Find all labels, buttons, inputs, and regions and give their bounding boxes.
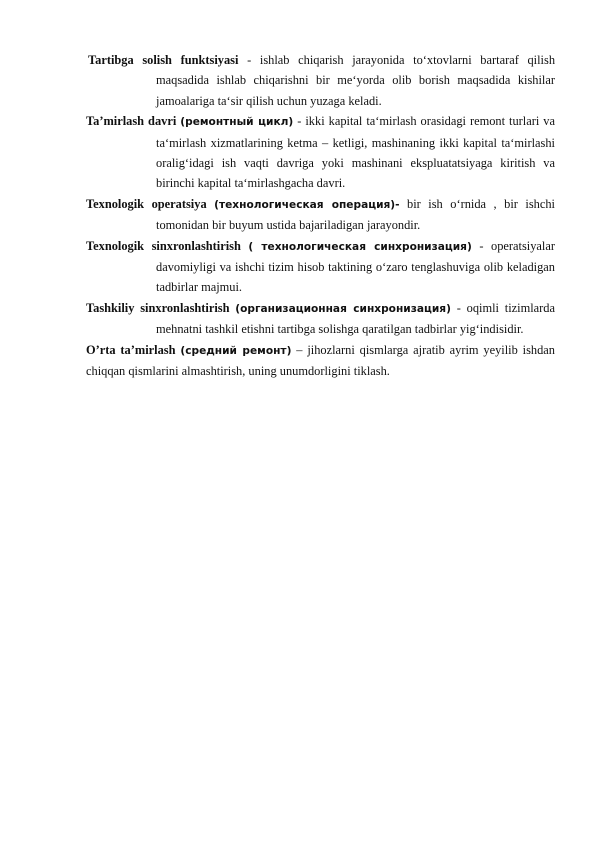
entry-definition: - operatsiyalar davomiyligi va ishchi tizim hisob taktining o‘zaro tenglashuviga olib keladigan tadbirlar majmui. <box>156 238 555 295</box>
entry-term: O’rta ta’mirlash <box>86 342 176 357</box>
entry-term: Texnologik sinxronlashtirish <box>86 238 241 253</box>
entry-term-russian: (организационная синхронизация) <box>235 302 451 315</box>
glossary-entry-medium-repair <box>86 340 555 382</box>
glossary-entry-technological-synchronization <box>86 236 555 298</box>
entry-term-russian: ( технологическая синхронизация) <box>248 240 472 253</box>
entry-term-russian: (технологическая операция)- <box>214 198 400 211</box>
entry-definition: - oqimli tizimlarda mehnatni tashkil etishni tartibga solishga qaratilgan tadbirlar yig‘indisidir. <box>156 300 555 337</box>
glossary-entry-repair-cycle <box>86 111 555 194</box>
document-page <box>86 50 555 382</box>
entry-term: Tashkiliy sinxronlashtirish <box>86 300 230 315</box>
entry-term: Ta’mirlash davri <box>86 114 177 129</box>
glossary-entry-regulation-function <box>86 50 555 111</box>
entry-definition: - ikki kapital ta‘mirlash orasidagi remont turlari va ta‘mirlash xizmatlarining ketma – ketligi, mashinaning ikki kapital ta‘mirlashi oralig‘idagi ish vaqti davriga yoki mashinani ekspluatatsiyaga kiritish va birinchi kapital ta‘mirlashgacha davri. <box>156 114 555 191</box>
glossary-entry-technological-operation <box>86 194 555 236</box>
entry-term-russian: (ремонтный цикл) <box>180 116 294 129</box>
entry-term: Tartibga solish funktsiyasi <box>88 53 239 67</box>
glossary-entry-organizational-synchronization <box>86 298 555 340</box>
entry-term: Texnologik operatsiya <box>86 196 207 211</box>
entry-definition: - ishlab chiqarish jarayonida to‘xtovlarni bartaraf qilish maqsadida ishlab chiqarishni bir me‘yorda olib borish maqsadida kishilar jamoalariga ta‘sir qilish uchun yuzaga keladi. <box>156 53 556 108</box>
entry-definition: bir ish o‘rnida , bir ishchi tomonidan bir buyum ustida bajariladigan jarayondir. <box>156 196 555 233</box>
entry-term-russian: (средний ремонт) <box>180 344 292 357</box>
entry-definition: – jihozlarni qismlarga ajratib ayrim yeyilib ishdan chiqqan qismlarini almashtirish, uning unumdorligini tiklash. <box>86 342 555 379</box>
